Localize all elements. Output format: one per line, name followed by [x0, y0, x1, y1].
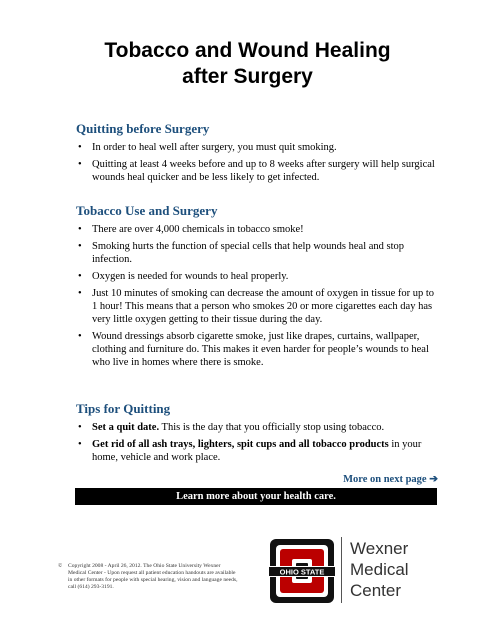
- bullet-list: [76, 421, 436, 464]
- bullet-icon: •: [78, 288, 82, 299]
- page-title: [0, 38, 495, 90]
- section-quitting-before-surgery: [76, 121, 436, 188]
- section-heading: Tips for Quitting: [76, 401, 171, 416]
- title-line-1: Tobacco and Wound Healing: [104, 39, 391, 62]
- list-item: • Smoking hurts the function of special cells that help wounds heal and stop infection.: [78, 241, 405, 265]
- list-item: • There are over 4,000 chemicals in tobacco smoke!: [78, 224, 304, 235]
- bullet-list: [76, 141, 436, 184]
- list-item: • Oxygen is needed for wounds to heal properly.: [78, 271, 289, 282]
- bullet-list: [76, 223, 436, 369]
- block-o-logo-icon: [268, 537, 336, 605]
- list-item: • Quitting at least 4 weeks before and up to 8 weeks after surgery will help surgical wounds heal quicker and be less likely to get infected.: [78, 159, 435, 183]
- list-item: • Just 10 minutes of smoking can decrease the amount of oxygen in tissue for up to 1 hour! This means that a person who smokes 20 or more cigarettes each day has very little oxygen getting to their tissue during the day.: [78, 288, 435, 325]
- logo-text: OHIO STATE: [279, 567, 325, 577]
- list-item: • Set a quit date. This is the day that you officially stop using tobacco.: [78, 422, 385, 433]
- bullet-icon: •: [78, 271, 82, 282]
- wexner-brand: [350, 538, 409, 601]
- copyright-notice: © Copyright 2008 - April 26, 2012. The Ohio State University Wexner Medical Center - Upon request all patient education handouts are available in other formats for people with special hearing, vision and language needs, call (614) 293-3191.: [58, 563, 238, 590]
- copyright-symbol: ©: [58, 563, 63, 569]
- brand-line-3: Center: [350, 581, 402, 600]
- more-on-next-page-link[interactable]: More on next page ➔: [343, 474, 438, 485]
- section-tobacco-use-and-surgery: [76, 203, 436, 373]
- title-line-2: after Surgery: [182, 65, 313, 88]
- bullet-icon: •: [78, 159, 82, 170]
- list-item: • In order to heal well after surgery, you must quit smoking.: [78, 142, 337, 153]
- brand-line-1: Wexner: [350, 539, 409, 558]
- bullet-icon: •: [78, 241, 82, 252]
- bullet-icon: •: [78, 224, 82, 235]
- section-heading: Quitting before Surgery: [76, 121, 210, 136]
- logo-divider: [341, 537, 342, 603]
- bullet-icon: •: [78, 439, 82, 450]
- section-tips-for-quitting: [76, 401, 436, 468]
- brand-line-2: Medical: [350, 560, 409, 579]
- list-item: • Get rid of all ash trays, lighters, spit cups and all tobacco products in your home, vehicle and work place.: [78, 439, 422, 463]
- bullet-icon: •: [78, 142, 82, 153]
- bullet-icon: •: [78, 422, 82, 433]
- learn-more-banner[interactable]: Learn more about your health care.: [75, 488, 437, 505]
- bullet-icon: •: [78, 331, 82, 342]
- list-item: • Wound dressings absorb cigarette smoke, just like drapes, curtains, wallpaper, clothing and furniture do. This makes it even harder for people’s wounds to heal who live in homes where there is smoke.: [78, 331, 429, 368]
- section-heading: Tobacco Use and Surgery: [76, 203, 218, 218]
